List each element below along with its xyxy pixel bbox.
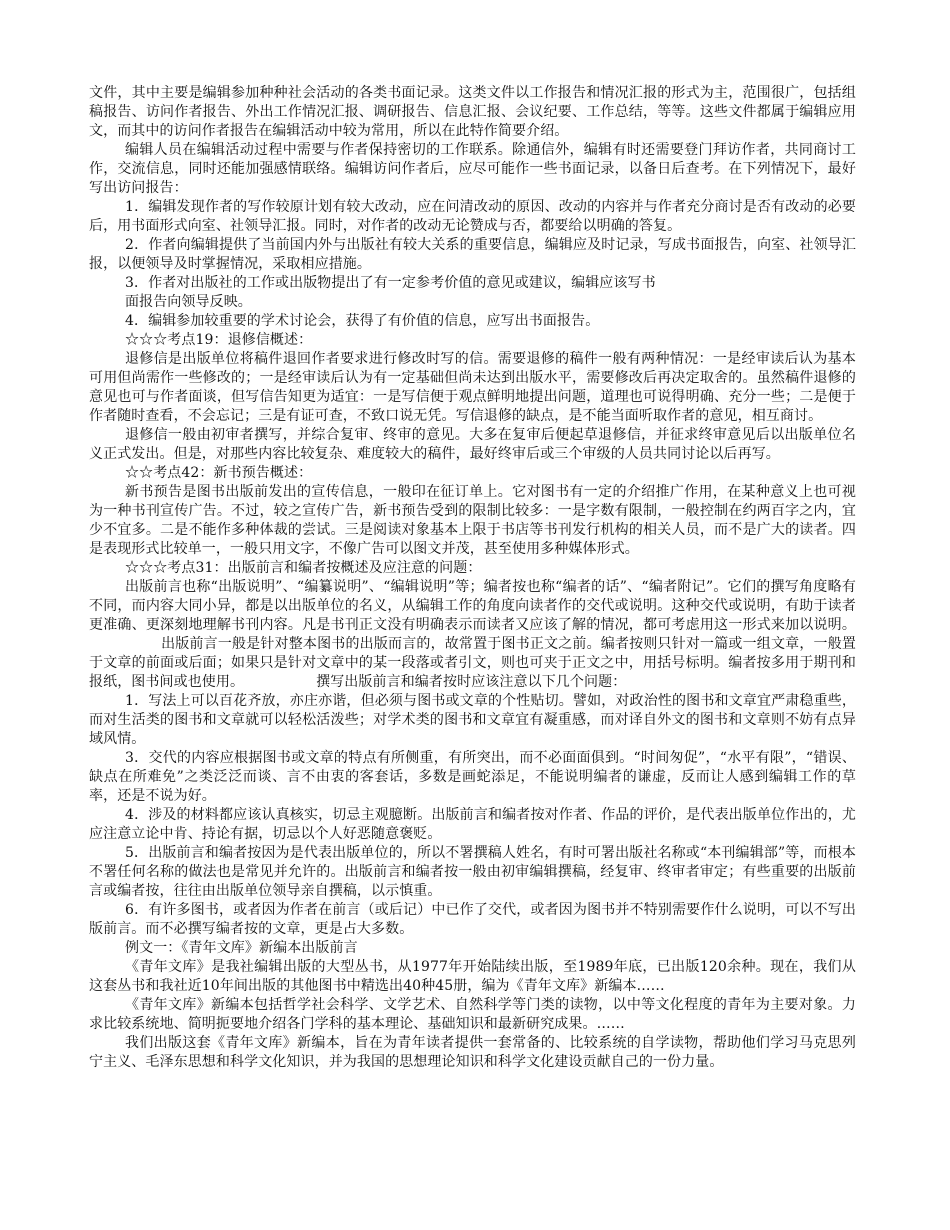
list-item: 1．写法上可以百花齐放，亦庄亦谐，但必须与图书或文章的个性贴切。譬如，对政治性的图书和文章宜严肃稳重些，而对生活类的图书和文章就可以轻松活泼些；对学术类的图书和文章宜有凝重感，而对译自外文的图书和文章则不妨有点异域风情。 [89, 693, 856, 747]
paragraph: 退修信是出版单位将稿件退回作者要求进行修改时写的信。需要退修的稿件一般有两种情况：一是经审读后认为基本可用但尚需作一些修改的；一是经审读后认为有一定基础但尚未达到出版水平，需要修改后再决定取舍的。虽然稿件退修的意见也可与作者面谈，但写信告知更为适宜：一是写信便于观点鲜明地提出问题，道理也可说得明确、充分一些；二是便于作者随时查看，不会忘记；三是有证可查，不致口说无凭。写信退修的缺点，是不能当面听取作者的意见，相互商讨。 [89, 351, 856, 424]
list-item: 3．交代的内容应根据图书或文章的特点有所侧重，有所突出，而不必面面俱到。“时间匆促”，“水平有限”，“错误、缺点在所难免”之类泛泛而谈、言不由衷的客套话，多数是画蛇添足，不能说明编者的谦虚，反而让人感到编辑工作的草率，还是不说为好。 [89, 750, 856, 804]
paragraph: 《青年文库》新编本包括哲学社会科学、文学艺术、自然科学等门类的读物，以中等文化程度的青年为主要对象。力求比较系统地、简明扼要地介绍各门学科的基本理论、基础知识和最新研究成果。…… [89, 997, 856, 1032]
section-heading: ☆☆☆考点31：出版前言和编者按概述及应注意的问题： [125, 560, 482, 576]
paragraph-segment: 出版前言一般是针对整本图书的出版而言的，故常置于图书正文之前。编者按则只针对一篇或一组文章，一般置于文章的前面或后面；如果只是针对文章中的某一段落或者引文，则也可夹于正文之中，用括号标明。编者按多用于期刊和报纸，图书间或也使用。 [89, 636, 856, 690]
paragraph: 文件，其中主要是编辑参加种种社会活动的各类书面记录。这类文件以工作报告和情况汇报的形式为主，范围很广，包括组稿报告、访问作者报告、外出工作情况汇报、调研报告、信息汇报、会议纪要、工作总结，等等。这些文件都属于编辑应用文，而其中的访问作者报告在编辑活动中较为常用，所以在此特作简要介绍。 [89, 85, 856, 139]
paragraph: 我们出版这套《青年文库》新编本，旨在为青年读者提供一套常备的、比较系统的自学读物，帮助他们学习马克思列宁主义、毛泽东思想和科学文化知识，并为我国的思想理论知识和科学文化建设贡献自己的一份力量。 [89, 1035, 856, 1070]
example-heading: 例文一：《青年文库》新编本出版前言 [125, 940, 358, 956]
paragraph-segment: 撰写出版前言和编者按时应该注意以下几个问题： [316, 674, 627, 690]
list-item: 4．编辑参加较重要的学术讨论会，获得了有价值的信息，应写出书面报告。 [125, 313, 600, 329]
paragraph: 面报告向领导反映。 [125, 294, 252, 310]
list-item: 3．作者对出版社的工作或出版物提出了有一定参考价值的意见或建议，编辑应该写书 [125, 275, 656, 291]
list-item: 4．涉及的材料都应该认真核实，切忌主观臆断。出版前言和编者按对作者、作品的评价，是代表出版单位作出的，尤应注意立论中肯、持论有据，切忌以个人好恶随意褒贬。 [89, 807, 856, 842]
list-item: 5．出版前言和编者按因为是代表出版单位的，所以不署撰稿人姓名，有时可署出版社名称或“本刊编辑部”等，而根本不署任何名称的做法也是常见并允许的。出版前言和编者按一般由初审编辑撰稿，经复审、终审者审定；有些重要的出版前言或编者按，往往由出版单位领导亲自撰稿，以示慎重。 [89, 845, 856, 899]
list-item: 1．编辑发现作者的写作较原计划有较大改动，应在问清改动的原因、改动的内容并与作者充分商讨是否有改动的必要后，用书面形式向室、社领导汇报。同时，对作者的改动无论赞成与否，都要给以明确的答复。 [89, 199, 856, 234]
paragraph: 编辑人员在编辑活动过程中需要与作者保持密切的工作联系。除通信外，编辑有时还需要登门拜访作者，共同商讨工作，交流信息，同时还能加强感情联络。编辑访问作者后，应尽可能作一些书面记录，以备日后查考。在下列情况下，最好写出访问报告： [89, 142, 856, 196]
paragraph: 《青年文库》是我社编辑出版的大型丛书，从1977年开始陆续出版，至1989年底，已出版120余种。现在，我们从这套丛书和我社近10年间出版的其他图书中精选出40种45册，编为《青年文库》新编本…… [89, 959, 856, 994]
section-heading: ☆☆考点42：新书预告概述： [125, 465, 313, 481]
list-item: 2．作者向编辑提供了当前国内外与出版社有较大关系的重要信息，编辑应及时记录，写成书面报告，向室、社领导汇报，以便领导及时掌握情况，采取相应措施。 [89, 237, 856, 272]
list-item: 6．有许多图书，或者因为作者在前言（或后记）中已作了交代，或者因为图书并不特别需要作什么说明，可以不写出版前言。而不必撰写编者按的文章，更是占大多数。 [89, 902, 856, 937]
paragraph: 退修信一般由初审者撰写，并综合复审、终审的意见。大多在复审后便起草退修信，并征求终审意见后以出版单位名义正式发出。但是，对那些内容比较复杂、难度较大的稿件，最好终审后或三个审级的人员共同讨论以后再写。 [89, 427, 856, 462]
paragraph [89, 578, 856, 692]
paragraph-segment: 出版前言也称“出版说明”、“编纂说明”、“编辑说明”等；编者按也称“编者的话”、“编者附记”。它们的撰写角度略有不同，而内容大同小异，都是以出版单位的名义，从编辑工作的角度向读者作的交代或说明。这种交代或说明，有助于读者更准确、更深刻地理解书刊内容。凡是书刊正文没有明确表示而读者又应该了解的情况，都可考虑用这一形式来加以说明。 [89, 579, 856, 633]
paragraph: 新书预告是图书出版前发出的宣传信息，一般印在征订单上。它对图书有一定的介绍推广作用，在某种意义上也可视为一种书刊宣传广告。不过，较之宣传广告，新书预告受到的限制比较多：一是字数有限制，一般控制在约两百字之内，宜少不宜多。二是不能作多种体裁的尝试。三是阅读对象基本上限于书店等书刊发行机构的相关人员，而不是广大的读者。四是表现形式比较单一，一般只用文字，不像广告可以图文并茂，甚至使用多种媒体形式。 [89, 484, 856, 557]
section-heading: ☆☆☆考点19：退修信概述： [125, 332, 313, 348]
